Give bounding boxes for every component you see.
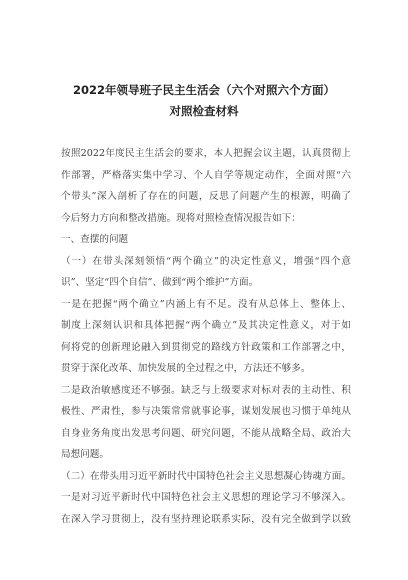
document-line: 作部署，严格落实集中学习、个人自学等规定动作，全面对照“六 bbox=[61, 169, 351, 181]
document-line: 何将党的创新理论融入到贯彻党的路线方针政策和工作部署之中， bbox=[61, 341, 351, 353]
document-line: 一是在把握“两个确立”内涵上有不足。没有从总体上、整体上、 bbox=[61, 298, 351, 310]
document-title: 2022年领导班子民主生活会（六个对照六个方面） bbox=[72, 83, 335, 97]
document-line: 识”、坚定“四个自信”、做到“两个维护”方面。 bbox=[61, 277, 259, 288]
document-subtitle: 对照检查材料 bbox=[169, 104, 239, 118]
document-line: 按照2022年度民主生活会的要求，本人把握会议主题，认真贯彻上 bbox=[61, 148, 351, 159]
document-body bbox=[61, 143, 351, 530]
document-line: （二）在带头用习近平新时代中国特色社会主义思想凝心铸魂方面。 bbox=[61, 470, 351, 482]
document-line: （一）在带头深刻领悟“两个确立”的决定性意义，增强“四个意 bbox=[61, 255, 351, 267]
document-line: 极性、严肃性，参与决策常常就事论事，谋划发展也习惯于单纯从 bbox=[61, 406, 351, 417]
document-line: 二是政治敏感度还不够强。缺乏与上级要求对标对表的主动性、积 bbox=[61, 384, 351, 396]
document-line: 今后努力方向和整改措施。现将对照检查情况报告如下： bbox=[61, 212, 301, 224]
document-line: 一是对习近平新时代中国特色社会主义思想的理论学习不够深入。 bbox=[61, 492, 351, 503]
document-line: 局想问题。 bbox=[61, 449, 109, 460]
document-line: 制度上深刻认识和具体把握“两个确立”及其决定性意义，对于如 bbox=[61, 320, 351, 331]
document-line: 贯穿于深化改革、加快发展的全过程之中，方法还不够多。 bbox=[61, 363, 311, 374]
document-line: 自身业务角度出发思考问题、研究问题，不能从战略全局、政治大 bbox=[61, 427, 351, 439]
document-line: 一、查摆的问题 bbox=[61, 234, 129, 245]
document-line: 在深入学习贯彻上，没有坚持理论联系实际，没有完全做到学以致 bbox=[61, 513, 351, 525]
document-line: 个带头”深入剖析了存在的问题，反思了问题产生的根源，明确了 bbox=[61, 191, 351, 202]
